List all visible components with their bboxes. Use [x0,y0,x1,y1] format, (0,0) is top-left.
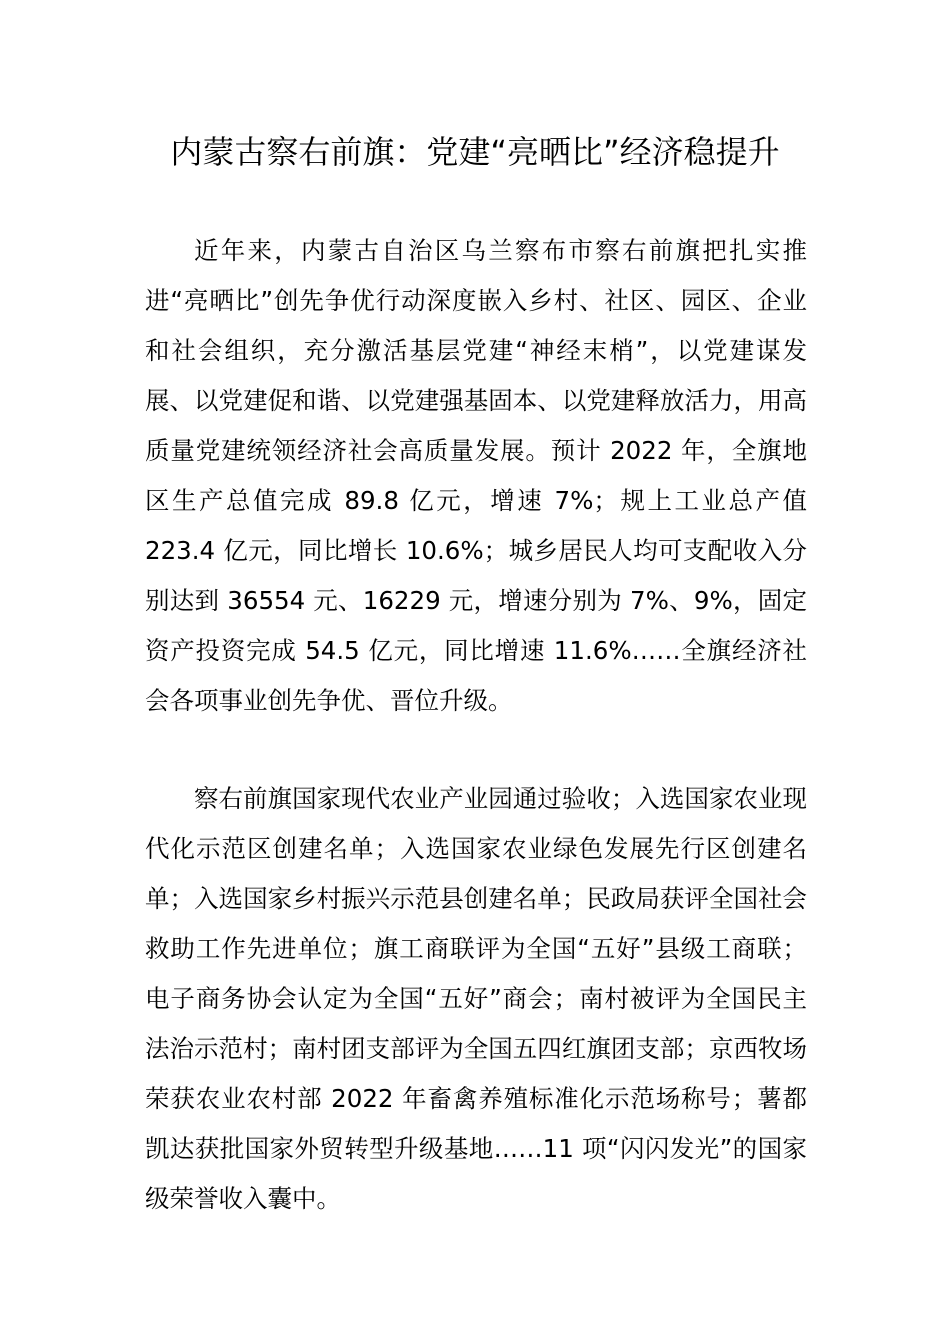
body-paragraph: 察右前旗国家现代农业产业园通过验收；入选国家农业现代化示范区创建名单；入选国家农业绿色发展先行区创建名单；入选国家乡村振兴示范县创建名单；民政局获评全国社会救助工作先进单位；旗工商联评为全国“五好”县级工商联；电子商务协会认定为全国“五好”商会；南村被评为全国民主法治示范村；南村团支部评为全国五四红旗团支部；京西牧场荣获农业农村部 2022 年畜禽养殖标准化示范场称号；薯都凯达获批国家外贸转型升级基地……11 项“闪闪发光”的国家级荣誉收入囊中。 [145,784,807,1213]
document-title: 内蒙古察右前旗：党建“亮晒比”经济稳提升 [170,133,780,171]
body-paragraph: 近年来，内蒙古自治区乌兰察布市察右前旗把扎实推进“亮晒比”创先争优行动深度嵌入乡村、社区、园区、企业和社会组织，充分激活基层党建“神经末梢”，以党建谋发展、以党建促和谐、以党建强基固本、以党建释放活力，用高质量党建统领经济社会高质量发展。预计 2022 年，全旗地区生产总值完成 89.8 亿元，增速 7%；规上工业总产值 223.4 亿元，同比增长 10.6%；城乡居民人均可支配收入分别达到 36554 元、16229 元，增速分别为 7%、9%，固定资产投资完成 54.5 亿元，同比增速 11.6%……全旗经济社会各项事业创先争优、晋位升级。 [145,236,807,715]
